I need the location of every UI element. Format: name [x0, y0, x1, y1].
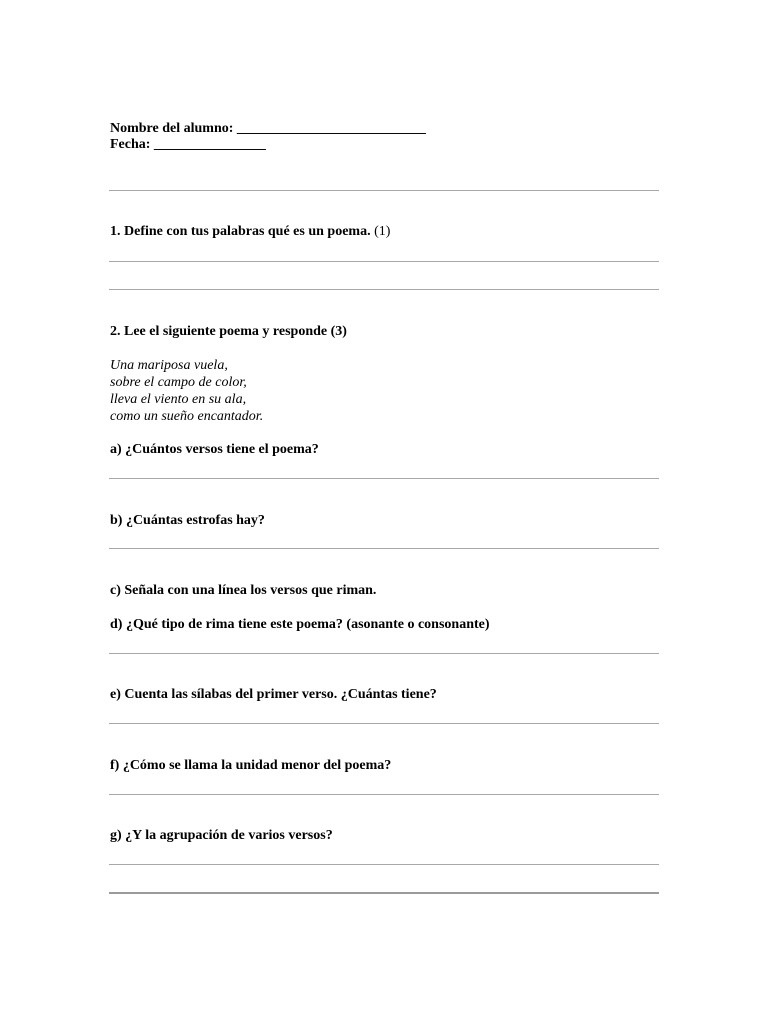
answer-line-2g-b	[109, 892, 659, 894]
question-2g: g) ¿Y la agrupación de varios versos?	[110, 828, 333, 843]
poem	[110, 357, 263, 425]
question-2f: f) ¿Cómo se llama la unidad menor del poema?	[110, 758, 392, 773]
question-1	[110, 224, 390, 240]
question-2a: a) ¿Cuántos versos tiene el poema?	[110, 442, 319, 457]
answer-line-2f	[109, 794, 659, 795]
header-divider	[109, 190, 659, 191]
question-1-text: 1. Define con tus palabras qué es un poema.	[110, 224, 371, 239]
answer-line-1b	[109, 289, 659, 290]
student-name-field: Nombre del alumno: ___________________________	[110, 121, 426, 136]
poem-verse-1: Una mariposa vuela,	[110, 358, 228, 373]
answer-line-2b	[109, 548, 659, 549]
answer-line-2g-a	[109, 864, 659, 865]
answer-line-1a	[109, 261, 659, 262]
question-2d: d) ¿Qué tipo de rima tiene este poema? (asonante o consonante)	[110, 617, 490, 632]
question-2-text: 2. Lee el siguiente poema y responde (3)	[110, 324, 347, 339]
poem-verse-4: como un sueño encantador.	[110, 409, 264, 424]
date-field: Fecha: ________________	[110, 137, 266, 152]
poem-verse-3: lleva el viento en su ala,	[110, 392, 247, 407]
answer-line-2d	[109, 653, 659, 654]
question-2c: c) Señala con una línea los versos que riman.	[110, 583, 377, 598]
question-2e: e) Cuenta las sílabas del primer verso. ¿Cuántas tiene?	[110, 687, 437, 702]
answer-line-2a	[109, 478, 659, 479]
poem-verse-2: sobre el campo de color,	[110, 375, 247, 390]
answer-line-2e	[109, 723, 659, 724]
question-1-points: (1)	[374, 224, 391, 239]
question-2b: b) ¿Cuántas estrofas hay?	[110, 513, 265, 528]
